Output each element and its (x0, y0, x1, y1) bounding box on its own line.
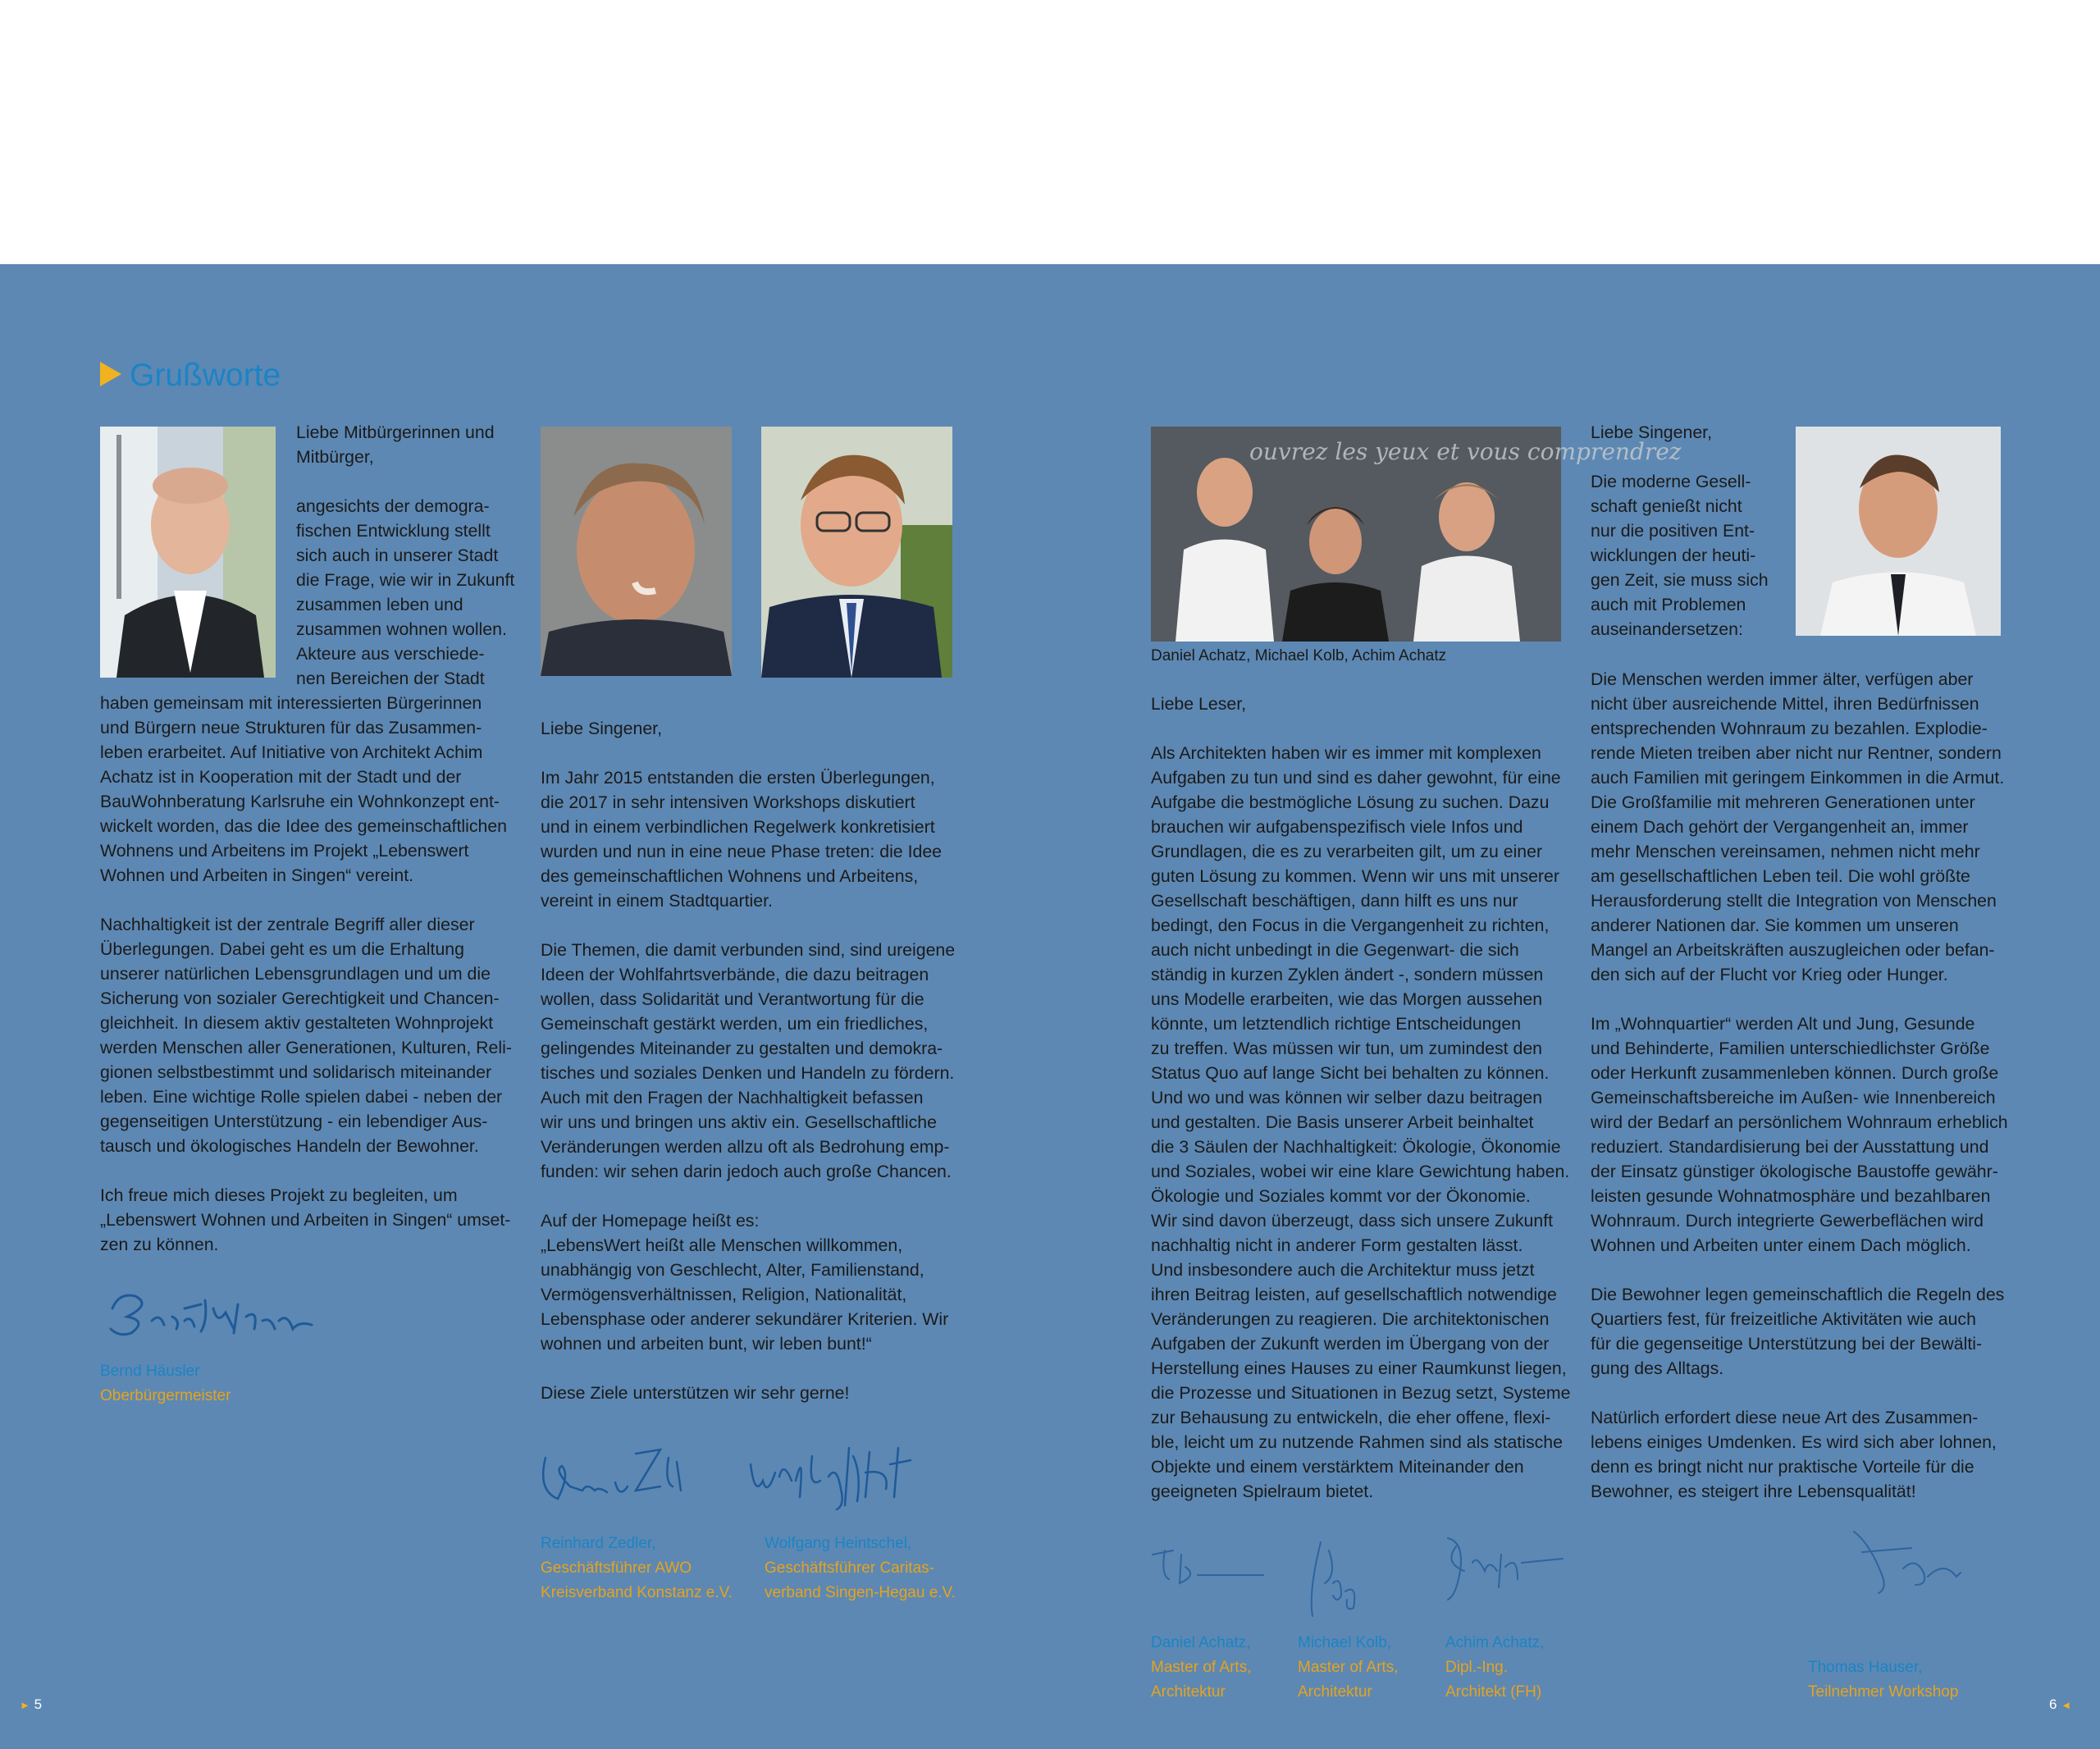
photo-thomas-hauser (1796, 427, 2001, 636)
triangle-marker-icon: ◄ (2061, 1699, 2072, 1711)
col3-signer-2-role: Master of Arts, Architektur (1298, 1659, 1399, 1701)
col3-signer-3-role: Dipl.-Ing. Architekt (FH) (1445, 1659, 1542, 1701)
signature-michael-kolb (1296, 1534, 1370, 1624)
signature-thomas-hauser (1805, 1528, 1977, 1610)
photo-wolfgang-heintschel (761, 427, 952, 678)
page-number-right: 6 ◄ (2049, 1696, 2072, 1712)
col1-intro: Liebe Mitbürgerinnen und Mitbürger, angesichts der demogra- fischen Entwicklung stellt sich auch in unserer Stadt die Frage, wie wir in Zukunft zusammen leben und zusammen wohnen wollen. Akteure aus verschiede- nen Bereichen der Stadt (296, 422, 515, 688)
signature-bernd-haeusler (103, 1284, 357, 1345)
section-title: Grußworte (100, 358, 281, 394)
col3-signer-1-role: Master of Arts, Architektur (1151, 1659, 1252, 1701)
col4-body: Die Menschen werden immer älter, verfügen aber nicht über ausreichende Mittel, ihren Bedürfnissen entsprechenden Wohnraum zu bezahlen. Explodie- rende Mieten treiben aber nicht nur Rentner, sondern auch Familien mit geringem Einkommen in die Armut. Die Großfamilie mit mehreren Generationen unter einem Dach gehört der Vergangenheit an, immer mehr Menschen vereinsamen, nehmen nicht mehr am gesellschaftlichen Leben teil. Die wohl größte Herausforderung stellt die Integration von Menschen anderer Nationen dar. Sie kommen um unseren Mangel an Arbeitskräften auszugleichen oder befan- den sich auf der Flucht vor Krieg oder Hunger. Im „Wohnquartier“ werden Alt und Jung, Gesunde und Behinderte, Familien unterschiedlichster Größe oder Herkunft zusammenleben können. Durch große Gemeinschaftsbereiche im Außen- wie Innenbereich wird der Bedarf an persönlichem Wohnraum erheblich reduziert. Standardisierung bei der Ausstattung und der Einsatz günstiger ökologische Baustoffe gewähr- leisten gesunde Wohnatmosphäre und bezahlbaren Wohnraum. Durch integrierte Gewerbeflächen wird Wohnen und Arbeiten unter einem Dach möglich. Die Bewohner legen gemeinschaftlich die Regeln des Quartiers fest, für freizeitliche Aktivitäten wie auch für die gegenseitige Unterstützung bei der Bewälti- gung des Alltags. Natürlich erfordert diese neue Art des Zusammen- lebens einiges Umdenken. Es wird sich aber lohnen, denn es bringt nicht nur praktische Vorteile für die Bewohner, es steigert ihre Lebensqualität! (1591, 669, 2008, 1501)
signature-achim-achatz (1440, 1530, 1571, 1612)
triangle-marker-icon: ► (20, 1699, 30, 1711)
col2-signer1-role: Geschäftsführer AWO Kreisverband Konstanz e.V. (541, 1559, 733, 1601)
signature-reinhard-zedler (537, 1441, 701, 1515)
photo-reinhard-zedler (541, 427, 732, 676)
col4-signer-name: Thomas Hauser, (1808, 1659, 1923, 1676)
col2-signer2-role: Geschäftsführer Caritas- verband Singen-Hegau e.V. (765, 1559, 956, 1601)
col1-signer-role: Oberbürgermeister (100, 1387, 231, 1404)
col1-signer-name: Bernd Häusler (100, 1363, 200, 1380)
signature-daniel-achatz (1148, 1542, 1271, 1591)
col2-signer1-name: Reinhard Zedler, (541, 1535, 656, 1552)
col3-signer-3-name: Achim Achatz, (1445, 1634, 1545, 1651)
page-number-left: ► 5 (20, 1696, 43, 1712)
col3-signer-2-name: Michael Kolb, (1298, 1634, 1392, 1651)
col3-signer-1-name: Daniel Achatz, (1151, 1634, 1251, 1651)
photo-bernd-haeusler (100, 427, 276, 678)
col3-body: Liebe Leser, Als Architekten haben wir es immer mit komplexen Aufgaben zu tun und sind es daher gewohnt, für eine Aufgabe die bestmögliche Lösung zu suchen. Dazu brauchen wir aufgabenspezifisch viele Infos und Grundlagen, die es zu verarbeiten gilt, um zu einer guten Lösung zu kommen. Wenn wir uns mit unserer Gesellschaft beschäftigen, dann hilft es uns nur bedingt, den Focus in die Vergangenheit zu richten, auch nicht unbedingt in die Gegenwart- die sich ständig in kurzen Zyklen ändert -, sondern müssen uns Modelle erarbeiten, wie das Morgen aussehen könnte, um letztendlich richtige Entscheidungen zu treffen. Was müssen wir tun, um zumindest den Status Quo auf lange Sicht bei behalten zu können. Und wo und was können wir selber dazu beitragen und gestalten. Die Basis unserer Arbeit beinhaltet die 3 Säulen der Nachhaltigkeit: Ökologie, Ökonomie und Soziales, wobei wir eine klare Gewichtung haben. Ökologie und Soziales kommt vor der Ökonomie. Wir sind davon überzeugt, dass sich unsere Zukunft nachhaltig nicht in anderer Form gestalten lässt. Und insbesondere auch die Architektur muss jetzt ihren Beitrag leisten, auf gesellschaftlich notwendige Veränderungen zu reagieren. Die architektonischen Aufgaben der Zukunft werden im Übergang von der Herstellung eines Hauses zu einer Raumkunst liegen, die Prozesse und Situationen in Bezug setzt, Systeme zur Behausung zu entwickeln, die eher offene, flexi- ble, leicht um zu nutzende Rahmen sind als statische Objekte und einem verstärktem Miteinander den geeigneten Spielraum bietet. (1151, 694, 1571, 1501)
signature-wolfgang-heintschel (746, 1432, 943, 1514)
col4-intro: Liebe Singener, Die moderne Gesell- schaft genießt nicht nur die positiven Ent- wicklungen der heuti- gen Zeit, sie muss sich auch mit Problemen auseinandersetzen: (1591, 422, 1769, 639)
col4-signer-role: Teilnehmer Workshop (1808, 1683, 1959, 1701)
col2-body: Liebe Singener, Im Jahr 2015 entstanden die ersten Überlegungen, die 2017 in sehr intensiven Workshops diskutiert und in einem verbindlichen Regelwerk konkretisiert wurden und nun in eine neue Phase treten: die Idee des gemeinschaftlichen Wohnens und Arbeitens, vereint in einem Stadtquartier. Die Themen, die damit verbunden sind, sind ureigene Ideen der Wohlfahrtsverbände, die dazu beitragen wollen, dass Solidarität und Verantwortung für die Gemeinschaft gestärkt werden, um ein friedliches, gelingendes Miteinander zu gestalten und demokra- tisches und soziales Denken und Handeln zu fördern. Auch mit den Fragen der Nachhaltigkeit befassen wir uns und bringen uns aktiv ein. Gesellschaftliche Veränderungen werden allzu oft als Bedrohung emp- funden: wir sehen darin jedoch auch große Chancen. Auf der Homepage heißt es: „LebensWert heißt alle Menschen willkommen, unabhängig von Geschlecht, Alter, Familienstand, Vermögensverhältnissen, Religion, Nationalität, Lebensphase oder anderer sekundärer Kriterien. Wir wohnen und arbeiten bunt, wir leben bunt!“ Diese Ziele unterstützen wir sehr gerne! (541, 719, 956, 1403)
triangle-marker-icon (100, 362, 121, 386)
col1-body: haben gemeinsam mit interessierten Bürgerinnen und Bürgern neue Strukturen für das Zusammen- leben erarbeitet. Auf Initiative von Architekt Achim Achatz ist in Kooperation mit der Stadt und der BauWohnberatung Karlsruhe ein Wohnkonzept ent- wickelt worden, das die Idee des gemeinschaftlichen Wohnens und Arbeitens im Projekt „Lebenswert Wohnen und Arbeiten in Singen“ vereint. Nachhaltigkeit ist der zentrale Begriff aller dieser Überlegungen. Dabei geht es um die Erhaltung unserer natürlichen Lebensgrundlagen und um die Sicherung von sozialer Gerechtigkeit und Chancen- gleichheit. In diesem aktiv gestalteten Wohnprojekt werden Menschen aller Generationen, Kulturen, Reli- gionen selbstbestimmt und solidarisch miteinander leben. Eine wichtige Rolle spielen dabei - neben der gegenseitigen Unterstützung - ein lebendiger Aus- tausch und ökologisches Handeln der Bewohner. Ich freue mich dieses Projekt zu begleiten, um „Lebenswert Wohnen und Arbeiten in Singen“ umset- zen zu können. (100, 693, 512, 1254)
photo-architects-group (1151, 427, 1682, 642)
chalkboard-text: ouvrez les yeux et vous comprendrez (1249, 438, 1682, 465)
col2-signer2-name: Wolfgang Heintschel, (765, 1535, 912, 1552)
photo-caption: Daniel Achatz, Michael Kolb, Achim Achatz (1151, 647, 1447, 664)
